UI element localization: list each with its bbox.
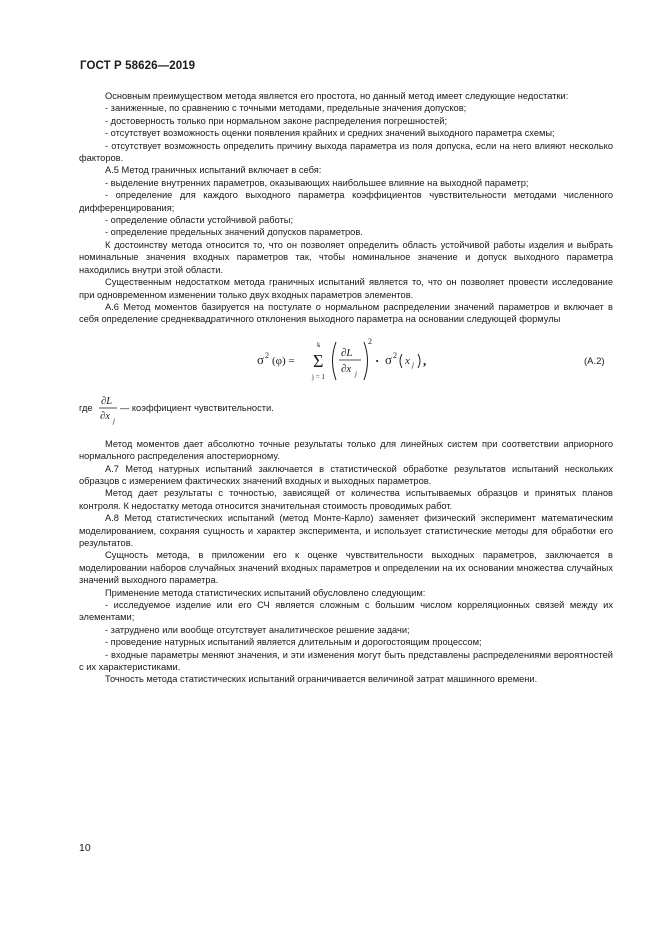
formula-rhs-exp: 2 (393, 350, 397, 360)
formula-dot: · (375, 352, 380, 368)
formula-rhs-left-paren (400, 354, 402, 368)
formula-partial-numerator: ∂L (341, 346, 353, 359)
formula-rhs: σ (385, 351, 393, 367)
where-numerator: ∂L (101, 395, 113, 407)
paragraph: А.8 Метод статистических испытаний (метод Монте-Карло) заменяет физический эксперимент математическим моделированием, сохраняя сущность и характер эксперимента, и использует статистические методы для обработки его результатов. (79, 513, 613, 548)
paragraph: А.5 Метод граничных испытаний включает в себя: (105, 165, 322, 176)
paragraph: - заниженные, по сравнению с точными методами, предельные значения допусков; (105, 103, 467, 114)
paragraph: - отсутствует возможность оценки появления крайних и средних значений выходного параметра схемы; (105, 128, 555, 139)
paragraph: - достоверность только при нормальном законе распределения погрешностей; (105, 115, 448, 126)
formula-lhs-exp: 2 (265, 350, 269, 360)
formula-tail: , (423, 352, 427, 368)
paragraph: Сущность метода, в приложении его к оценке чувствительности выходных параметров, заключается в моделировании наборов случайных значений входных параметров и определении на их основании множества случайных значений выходного параметра. (79, 550, 613, 586)
paragraph: Метод дает результаты с точностью, зависящей от количества испытываемых образцов и принятых планов контроля. К недостатку метода относится значительная стоимость проводимых работ. (79, 488, 613, 511)
paragraph: - проведение натурных испытаний является длительным и дорогостоящим процессом; (105, 637, 482, 648)
paragraph: Метод моментов дает абсолютно точные результаты только для линейных систем при соответствии априорного нормального распределения апостериорному. (79, 438, 613, 462)
formula-den-subscript: j (355, 369, 357, 378)
paragraph: А.7 Метод натурных испытаний заключается в статистической обработке результатов испытаний нескольких образцов с измерением фактических значений входных и выходных параметров. (79, 463, 613, 486)
paragraph: К достоинству метода относится то, что он позволяет определить область устойчивой работы изделия и выбрать номинальные значения входных параметров так, чтобы номинальное значение и допуск выходного параметра находились внутри этой области. (79, 239, 613, 275)
paragraph: Существенным недостатком метода граничных испытаний является то, что он позволяет провести исследование при одновременном изменении только двух входных параметров элементов. (79, 277, 613, 300)
paragraph: Применение метода статистических испытаний обусловлено следующим: (105, 587, 426, 598)
paragraph: Точность метода статистических испытаний ограничивается величиной затрат машинного времени. (105, 674, 538, 685)
formula-sum-lower: j = 1 (312, 372, 325, 381)
paragraph: - затруднено или вообще отсутствует аналитическое решение задачи; (105, 624, 410, 635)
paragraph: - определение области устойчивой работы; (105, 215, 294, 226)
formula-rhs-right-paren (418, 354, 420, 368)
formula-a2 (79, 334, 613, 386)
formula-outer-exponent: 2 (368, 336, 372, 346)
formula-lhs-arg: (φ) = (272, 354, 295, 367)
page-number: 10 (79, 842, 91, 854)
paragraph: - определение для каждого выходного параметра коэффициентов чувствительности методами численного дифференцирования; (79, 190, 613, 213)
where-prefix: где (79, 402, 93, 413)
document-header: ГОСТ Р 58626—2019 (80, 60, 196, 72)
paragraph: - выделение внутренних параметров, оказывающих наибольшее влияние на выходной параметр; (105, 177, 529, 188)
formula-rhs-sub: j (412, 360, 414, 369)
formula-lhs: σ (257, 351, 265, 367)
paragraph-group-a (79, 90, 613, 326)
where-suffix: — коэффициент чувствительности. (120, 402, 274, 413)
formula-right-paren (364, 342, 368, 380)
formula-partial-denominator: ∂x (341, 362, 352, 375)
paragraph: - определение предельных значений допусков параметров. (105, 227, 363, 238)
paragraph: - входные параметры меняют значения, и эти изменения могут быть представлены распределениями вероятностей с их характеристиками. (79, 649, 613, 673)
formula-number: (А.2) (584, 355, 605, 367)
formula-sum-upper: k (317, 340, 321, 349)
paragraph: А.6 Метод моментов базируется на постулате о нормальном распределении значений параметров и включает в себя определение среднеквадратичного отклонения выходного параметра на основании следующей формулы (79, 301, 613, 325)
paragraph-group-b (79, 438, 613, 686)
formula-rhs-var: x (405, 354, 410, 367)
where-denominator: ∂x (100, 410, 110, 422)
formula-where-clause (79, 388, 613, 428)
paragraph: Основным преимуществом метода является его простота, но данный метод имеет следующие недостатки: (105, 91, 569, 101)
where-den-subscript: j (113, 416, 115, 425)
formula-sum-symbol: Σ (313, 350, 324, 371)
page-body (79, 90, 613, 686)
formula-left-paren (333, 342, 337, 380)
paragraph: - отсутствует возможность определить причину выхода параметра из поля допуска, если на него влияют несколько факторов. (79, 140, 613, 164)
paragraph: - исследуемое изделие или его СЧ является сложным с большим числом корреляционных связей между их элементами; (79, 600, 613, 623)
